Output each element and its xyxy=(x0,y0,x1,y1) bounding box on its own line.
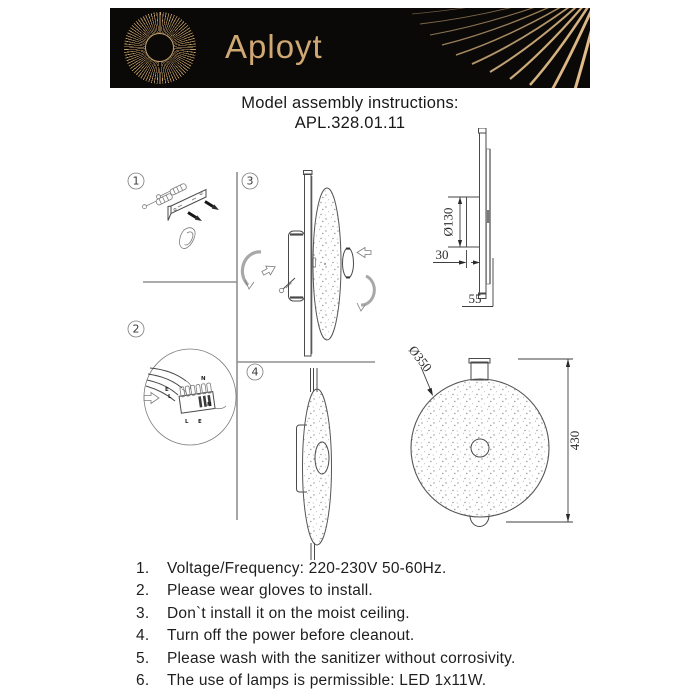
wire-label-n-top: N xyxy=(201,376,206,382)
front-dimension-drawing xyxy=(406,343,582,527)
panel-dividers xyxy=(143,172,375,520)
wire-label-e-bottom: E xyxy=(198,419,202,425)
instruction-item xyxy=(136,603,515,625)
step-4-number: 4 xyxy=(251,365,259,379)
dim-side-gap: 30 xyxy=(435,247,449,262)
step-2-number: 2 xyxy=(132,322,140,336)
item-number: 1. xyxy=(136,560,150,577)
instruction-item xyxy=(136,648,515,670)
item-number: 4. xyxy=(136,627,150,645)
rays-decoration-icon xyxy=(360,8,590,88)
sunburst-logo-icon xyxy=(124,12,196,84)
instruction-item xyxy=(136,580,515,602)
step-1-number: 1 xyxy=(132,174,140,188)
step-3-number: 3 xyxy=(246,174,254,188)
instruction-item xyxy=(136,558,515,580)
page-title: Model assembly instructions: xyxy=(241,94,459,112)
item-text: Don`t install it on the moist ceiling. xyxy=(167,604,410,622)
step1-bracket-drawing xyxy=(143,183,220,249)
item-number: 5. xyxy=(136,649,150,667)
model-number: APL.328.01.11 xyxy=(294,114,406,132)
item-text: The use of lamps is permissible: LED 1x11W. xyxy=(167,672,487,690)
assembly-drawings xyxy=(0,128,700,560)
item-text: Turn off the power before cleanout. xyxy=(167,627,415,645)
step4-assembled-view xyxy=(297,368,332,560)
step2-wiring-diagram xyxy=(144,349,236,445)
instruction-item xyxy=(136,670,515,692)
dim-side-diameter: Ø130 xyxy=(440,207,456,237)
side-dimension-drawing xyxy=(433,128,493,307)
brand-banner xyxy=(110,8,590,88)
item-number: 6. xyxy=(136,672,150,690)
title-block xyxy=(0,93,700,133)
instruction-item xyxy=(136,625,515,647)
wire-label-n-right: N xyxy=(207,402,212,408)
item-text: Please wear gloves to install. xyxy=(167,582,373,600)
item-text: Voltage/Frequency: 220-230V 50-60Hz. xyxy=(167,560,447,577)
dim-front-height: 430 xyxy=(567,430,582,451)
dim-front-diameter: Ø350 xyxy=(405,342,436,375)
dim-side-depth: 55 xyxy=(468,291,482,306)
step3-exploded-view xyxy=(242,171,374,357)
item-number: 2. xyxy=(136,582,150,600)
instruction-list xyxy=(136,558,515,692)
sunburst-core xyxy=(145,33,174,62)
wire-label-e-left: E xyxy=(165,387,169,393)
wire-label-l-bottom: L xyxy=(185,419,189,425)
item-text: Please wash with the sanitizer without corrosivity. xyxy=(167,649,516,667)
item-number: 3. xyxy=(136,604,150,622)
wire-label-l-left: L xyxy=(168,394,172,400)
brand-wordmark: Aployt xyxy=(225,28,323,65)
